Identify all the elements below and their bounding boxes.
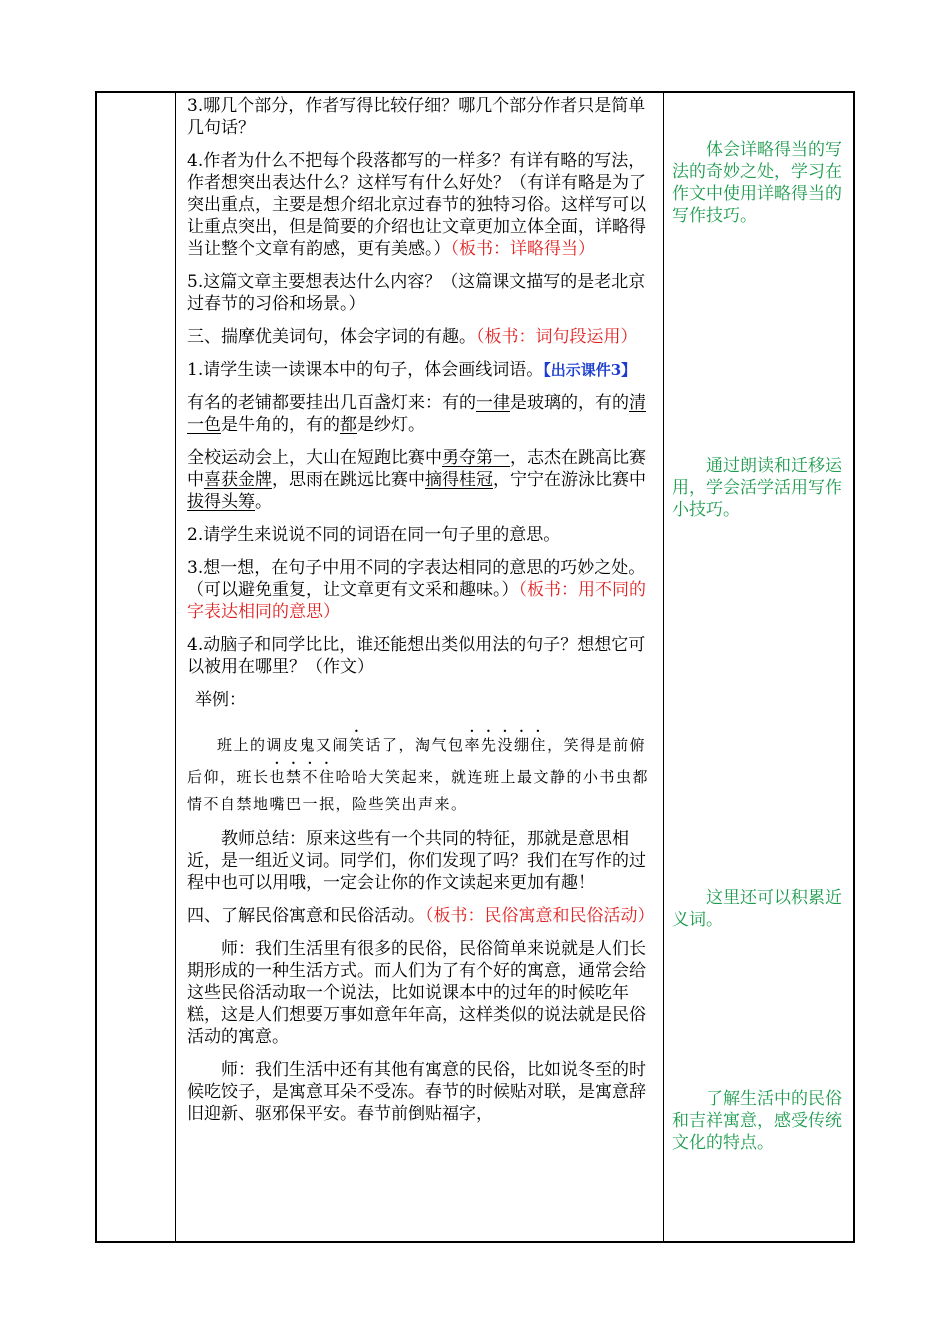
teacher-summary: 教师总结：原来这些有一个共同的特征，那就是意思相近，是一组近义词。同学们，你们发现了吗？我们在写作的过程中也可以用哦，一定会让你的作文读起来更加有趣！ bbox=[187, 829, 646, 893]
courseware-tag: 【出示课件3】 bbox=[543, 361, 637, 379]
example-sentence-2: 全校运动会上，大山在短跑比赛中勇夺第一，志杰在跳高比赛中喜获金牌，思雨在跳远比赛中摘得桂冠，宁宁在游泳比赛中拔得头筹。 bbox=[187, 448, 646, 512]
section-3-step-3: 3.想一想，在句子中用不同的字表达相同的意思的巧妙之处。（可以避免重复，让文章更有文采和趣味。）（板书：用不同的字表达相同的意思） bbox=[187, 558, 646, 622]
folk-custom-paragraph-1: 师：我们生活里有很多的民俗，民俗简单来说就是人们长期形成的一种生活方式。而人们为了有个好的寓意，通常会给这些民俗活动取一个说法，比如说课本中的过年的时候吃年糕，这是人们想要万事如意年年高，这样类似的说法就是民俗活动的寓意。 bbox=[187, 939, 646, 1047]
board-note: （板书：用不同的字表达相同的意思） bbox=[187, 580, 646, 622]
section-3-title: 三、揣摩优美词句，体会字词的有趣。（板书：词句段运用） bbox=[187, 327, 638, 347]
column-divider-1 bbox=[175, 93, 176, 1241]
note-3: 这里还可以积累近义词。 bbox=[672, 888, 842, 930]
example-sentence-1: 有名的老铺都要挂出几百盏灯来：有的一律是玻璃的，有的清一色是牛角的，有的都是纱灯。 bbox=[187, 393, 646, 435]
example-label: 举例： bbox=[195, 690, 246, 710]
note-4: 了解生活中的民俗和吉祥寓意，感受传统文化的特点。 bbox=[672, 1089, 842, 1153]
folk-custom-paragraph-2: 师：我们生活中还有其他有寓意的民俗，比如说冬至的时候吃饺子，是寓意耳朵不受冻。春节的时候贴对联，是寓意辞旧迎新、驱邪保平安。春节前倒贴福字， bbox=[187, 1060, 646, 1124]
section-3-step-1: 1.请学生读一读课本中的句子，体会画线词语。【出示课件3】 bbox=[187, 360, 637, 380]
teaching-process-column bbox=[177, 93, 661, 1125]
question-5: 5.这篇文章主要想表达什么内容？（这篇课文描写的是老北京过春节的习俗和场景。） bbox=[187, 272, 646, 314]
example-paragraph: 班上的调皮鬼又闹笑话了，淘气包率先没绷住，笑得是前俯后仰，班长也禁不住哈哈大笑起来，就连班上最文静的小书虫都情不自禁地嘴巴一抿，险些笑出声来。 bbox=[187, 736, 650, 813]
section-4-title: 四、了解民俗寓意和民俗活动。（板书：民俗寓意和民俗活动） bbox=[187, 906, 655, 926]
lesson-table bbox=[95, 91, 855, 1243]
board-note: （板书：详略得当） bbox=[450, 239, 595, 259]
section-3-step-2: 2.请学生来说说不同的词语在同一句子里的意思。 bbox=[187, 525, 561, 545]
question-3: 3.哪几个部分，作者写得比较仔细？哪几个部分作者只是简单几句话？ bbox=[187, 96, 646, 138]
note-2: 通过朗读和迁移运用，学会活学活用写作小技巧。 bbox=[672, 456, 842, 520]
board-note: （板书：民俗寓意和民俗活动） bbox=[425, 906, 655, 926]
question-4: 4.作者为什么不把每个段落都写的一样多？有详有略的写法，作者想突出表达什么？这样写有什么好处？（有详有略是为了突出重点，主要是想介绍北京过春节的独特习俗。这样写可以让重点突出，但是简要的介绍也让文章更加立体全面，详略得当让整个文章有韵感，更有美感。）（板书：详略得当） bbox=[187, 151, 646, 259]
column-divider-2 bbox=[663, 93, 664, 1241]
note-1: 体会详略得当的写法的奇妙之处，学习在作文中使用详略得当的写作技巧。 bbox=[672, 140, 842, 226]
board-note: （板书：词句段运用） bbox=[476, 327, 638, 347]
section-3-step-4: 4.动脑子和同学比比，谁还能想出类似用法的句子？想想它可以被用在哪里？（作文） bbox=[187, 635, 646, 677]
